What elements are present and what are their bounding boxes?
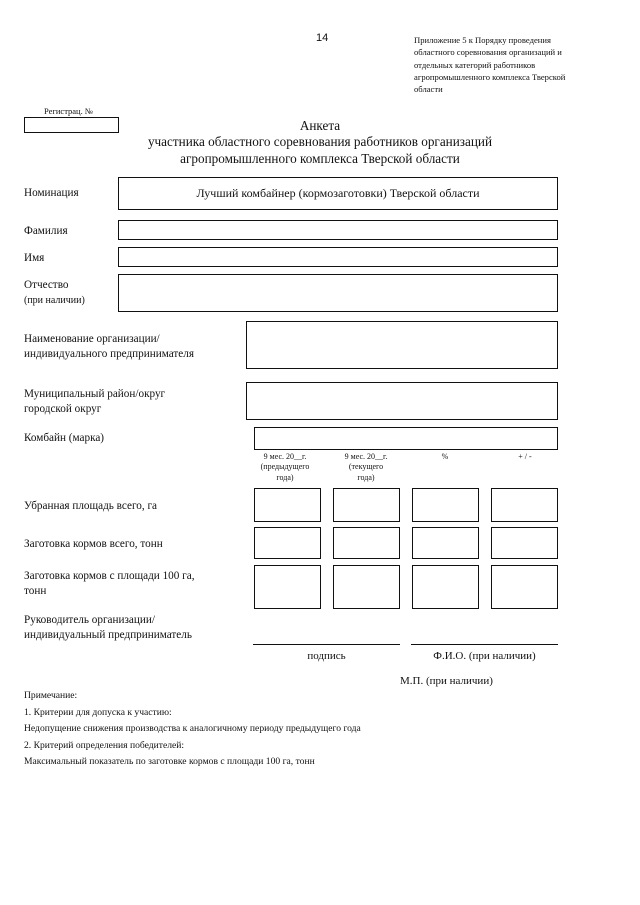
appendix-line: областного соревнования организаций и — [414, 47, 562, 58]
registration-label: Регистрац. № — [44, 106, 93, 116]
note-line: Недопущение снижения производства к аналогичному периоду предыдущего года — [24, 723, 361, 734]
appendix-line: отдельных категорий работников — [414, 59, 536, 70]
patronymic-label: Отчество — [24, 279, 69, 291]
feed-100ha-previous-cell[interactable] — [254, 565, 321, 609]
column-header-previous-year — [250, 452, 320, 483]
column-header-line: (предыдущего — [260, 462, 310, 472]
appendix-line: агропромышленного комплекса Тверской — [414, 71, 566, 82]
district-label — [24, 387, 165, 417]
column-header-line: % — [441, 452, 449, 461]
feed-100ha-difference-cell[interactable] — [491, 565, 558, 609]
appendix-line: области — [414, 84, 443, 95]
row-label-harvested-area: Убранная площадь всего, га — [24, 500, 158, 512]
signatory-label-line: индивидуальный предприниматель — [24, 629, 192, 641]
district-label-line: городской округ — [24, 403, 102, 415]
column-header-line: года) — [357, 472, 375, 482]
signatory-label — [24, 613, 192, 643]
patronymic-field[interactable] — [118, 274, 558, 312]
signatory-label-line: Руководитель организации/ — [24, 614, 155, 626]
organization-field[interactable] — [246, 321, 558, 369]
note-line: 1. Критерии для допуска к участию: — [24, 707, 172, 718]
combine-field[interactable] — [254, 427, 558, 450]
nomination-label: Номинация — [24, 187, 79, 199]
column-header-line: + / - — [518, 452, 532, 461]
feed-total-current-cell[interactable] — [333, 527, 400, 559]
column-header-line: (текущего — [348, 462, 384, 472]
signature-line[interactable] — [253, 644, 400, 645]
row-label-feed-per-100ha — [24, 569, 195, 599]
nomination-value: Лучший комбайнер (кормозаготовки) Тверской области — [196, 186, 480, 200]
patronymic-note: (при наличии) — [24, 295, 85, 306]
fio-caption: Ф.И.О. (при наличии) — [433, 650, 536, 662]
feed-100ha-percent-cell[interactable] — [412, 565, 479, 609]
column-header-line: года) — [276, 472, 294, 482]
column-header-percent — [411, 452, 479, 462]
form-subtitle: участника областного соревнования работников организаций — [147, 134, 493, 149]
form-title: Анкета — [299, 118, 341, 133]
organization-label-line: индивидуального предпринимателя — [24, 348, 194, 360]
name-label: Имя — [24, 252, 45, 264]
harvested-area-percent-cell[interactable] — [412, 488, 479, 522]
harvested-area-difference-cell[interactable] — [491, 488, 558, 522]
column-header-line: 9 мес. 20__г. — [263, 452, 307, 461]
appendix-note — [414, 34, 614, 95]
stamp-label: М.П. (при наличии) — [400, 675, 493, 687]
page-number: 14 — [316, 32, 329, 44]
signature-caption: подпись — [307, 650, 346, 662]
organization-label-line: Наименование организации/ — [24, 333, 160, 345]
surname-label: Фамилия — [24, 225, 68, 237]
form-subtitle: агропромышленного комплекса Тверской области — [180, 151, 460, 166]
name-field[interactable] — [118, 247, 558, 267]
feed-100ha-current-cell[interactable] — [333, 565, 400, 609]
row-label-line: тонн — [24, 585, 47, 597]
row-label-line: Заготовка кормов с площади 100 га, — [24, 570, 195, 582]
feed-total-percent-cell[interactable] — [412, 527, 479, 559]
column-header-current-year — [331, 452, 401, 483]
fio-line[interactable] — [411, 644, 558, 645]
district-field[interactable] — [246, 382, 558, 420]
district-label-line: Муниципальный район/округ — [24, 388, 166, 400]
note-line: 2. Критерий определения победителей: — [24, 740, 185, 751]
feed-total-previous-cell[interactable] — [254, 527, 321, 559]
row-label-feed-total: Заготовка кормов всего, тонн — [24, 538, 163, 550]
feed-total-difference-cell[interactable] — [491, 527, 558, 559]
notes-heading: Примечание: — [24, 690, 78, 701]
nomination-field[interactable] — [118, 177, 558, 210]
column-header-line: 9 мес. 20__г. — [344, 452, 388, 461]
organization-label — [24, 332, 194, 362]
harvested-area-current-cell[interactable] — [333, 488, 400, 522]
note-line: Максимальный показатель по заготовке кормов с площади 100 га, тонн — [24, 756, 315, 767]
harvested-area-previous-cell[interactable] — [254, 488, 321, 522]
surname-field[interactable] — [118, 220, 558, 240]
column-header-difference — [491, 452, 559, 462]
combine-label: Комбайн (марка) — [24, 432, 105, 444]
appendix-line: Приложение 5 к Порядку проведения — [414, 35, 551, 45]
